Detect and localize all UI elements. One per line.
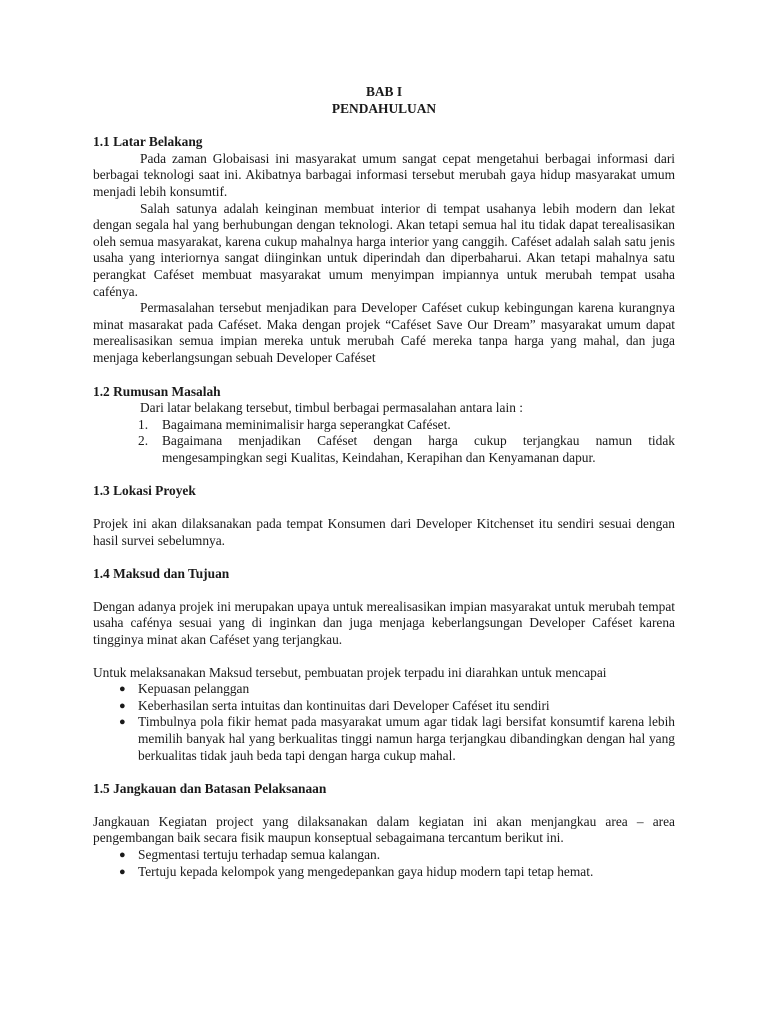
bullet-list	[93, 681, 675, 764]
list-item-text: Segmentasi tertuju terhadap semua kalangan.	[138, 846, 381, 862]
list-item-text: Keberhasilan serta intuitas dan kontinuitas dari Developer Caféset itu sendiri	[138, 697, 550, 713]
numbered-list	[93, 417, 675, 467]
list-item-text: Timbulnya pola fikir hemat pada masyarakat umum agar tidak lagi bersifat konsumtif karena lebih memilih banyak hal yang berkualitas tinggi namun harga terjangkau dibandingkan dengan hal yang berkualitas tidak jauh beda tapi dengan harga cukup mahal.	[138, 714, 675, 763]
section-heading-jangkauan: 1.5 Jangkauan dan Batasan Pelaksanaan	[93, 781, 327, 797]
list-item-text: Bagaimana meminimalisir harga seperangkat Caféset.	[162, 416, 451, 432]
bullet-dot-icon: ●	[119, 865, 126, 878]
bullet-dot-icon: ●	[119, 848, 126, 861]
paragraph: Dengan adanya projek ini merupakan upaya untuk merealisasikan impian masyarakat untuk merubah tempat usaha cafénya sesuai yang di inginkan dan juga menjaga keberlangsungan Developer Caféset karena tingginya minat akan Caféset yang terjangkau.	[93, 598, 675, 648]
paragraph: Salah satunya adalah keinginan membuat interior di tempat usahanya lebih modern dan lekat dengan segala hal yang berhubungan dengan teknologi. Akan tetapi semua hal itu tidak dapat terealisasikan oleh semua masyarakat, karena cukup mahalnya harga interior yang canggih. Caféset adalah salah satu jenis usaha yang interiornya sangat diinginkan untuk diperindah dan diperbaharui. Akan tetapi mahalnya satu perangkat Caféset membuat masyarakat umum menyimpan impiannya untuk merubah tempat usaha cafénya.	[93, 200, 675, 299]
list-item	[119, 863, 675, 881]
bullet-dot-icon: ●	[119, 699, 126, 712]
paragraph: Projek ini akan dilaksanakan pada tempat Konsumen dari Developer Kitchenset itu sendiri sesuai dengan hasil survei sebelumnya.	[93, 516, 675, 548]
chapter-title: PENDAHULUAN	[331, 100, 437, 116]
paragraph: Untuk melaksanakan Maksud tersebut, pembuatan projek terpadu ini diarahkan untuk mencapai	[93, 664, 607, 680]
bullet-list	[93, 847, 675, 880]
list-number: 1.	[138, 416, 149, 432]
list-number: 2.	[138, 433, 149, 449]
bullet-dot-icon: ●	[119, 683, 126, 696]
list-item-text: Bagaimana menjadikan Caféset dengan harga cukup terjangkau namun tidak mengesampingkan segi Kualitas, Keindahan, Kerapihan dan Kenyamanan dapur.	[162, 433, 675, 465]
chapter-number: BAB I	[365, 84, 403, 99]
list-item	[138, 433, 675, 466]
section-heading-lokasi-proyek: 1.3 Lokasi Proyek	[93, 483, 196, 499]
section-heading-maksud-tujuan: 1.4 Maksud dan Tujuan	[93, 566, 230, 582]
list-item	[119, 697, 675, 715]
list-item-text: Tertuju kepada kelompok yang mengedepankan gaya hidup modern tapi tetap hemat.	[138, 863, 594, 879]
paragraph: Dari latar belakang tersebut, timbul berbagai permasalahan antara lain :	[140, 400, 523, 416]
list-item	[119, 714, 675, 764]
document-body	[93, 84, 675, 880]
paragraph: Jangkauan Kegiatan project yang dilaksanakan dalam kegiatan ini akan menjangkau area – area pengembangan baik secara fisik maupun konseptual sebagaimana tercantum berikut ini.	[93, 813, 675, 846]
list-item	[138, 416, 675, 434]
paragraph: Pada zaman Globaisasi ini masyarakat umum sangat cepat mengetahui berbagai informasi dari berbagai teknologi saat ini. Akibatnya barbagai informasi tersebut merubah gaya hidup masyarakat umum menjadi lebih konsumtif.	[93, 150, 675, 199]
section-heading-latar-belakang: 1.1 Latar Belakang	[93, 134, 203, 150]
list-item	[119, 846, 675, 864]
list-item	[119, 681, 675, 698]
list-item-text: Kepuasan pelanggan	[138, 681, 250, 697]
bullet-dot-icon: ●	[119, 716, 126, 729]
section-heading-rumusan-masalah: 1.2 Rumusan Masalah	[93, 383, 221, 399]
paragraph: Permasalahan tersebut menjadikan para Developer Caféset cukup kebingungan karena kurangnya minat masarakat pada Caféset. Maka dengan projek “Caféset Save Our Dream” masyarakat umum dapat merealisasikan semua impian mereka untuk merubah Café mereka tanpa harga yang mahal, dan juga menjaga keberlangsungan sebuah Developer Caféset	[93, 300, 675, 365]
